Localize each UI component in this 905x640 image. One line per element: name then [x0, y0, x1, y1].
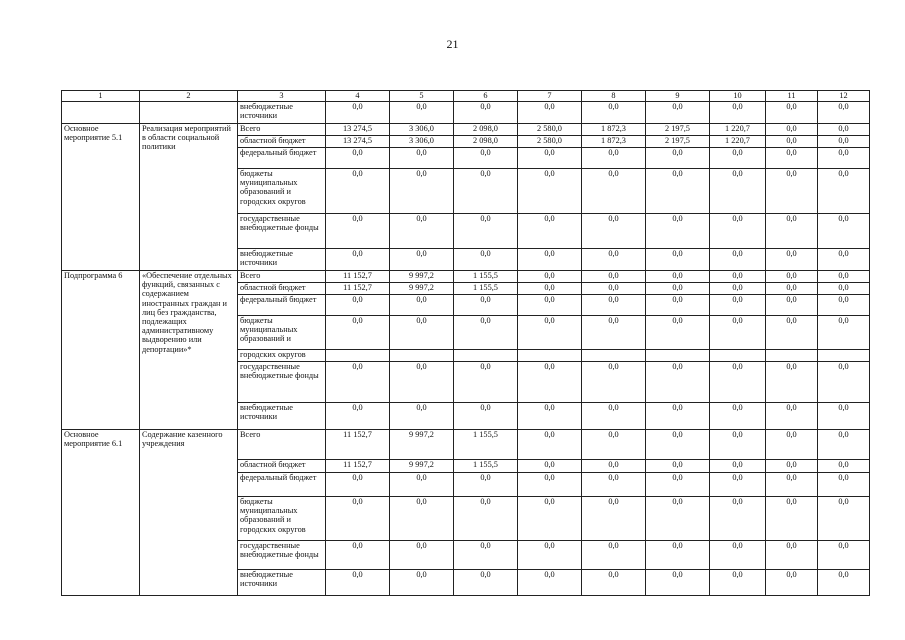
- value-cell: 0,0: [582, 214, 646, 249]
- value-cell: 0,0: [582, 497, 646, 541]
- value-cell: 0,0: [454, 473, 518, 497]
- value-cell: 0,0: [710, 570, 766, 596]
- funding-source-cell: государственные внебюджетные фонды: [238, 541, 326, 570]
- empty-cell: [140, 102, 238, 124]
- value-cell: 11 152,7: [326, 283, 390, 295]
- funding-source-cell: внебюджетные источники: [238, 403, 326, 430]
- funding-source-cell: государственные внебюджетные фонды: [238, 214, 326, 249]
- value-cell: 0,0: [766, 403, 818, 430]
- value-cell: 0,0: [454, 362, 518, 403]
- value-cell: 0,0: [766, 430, 818, 460]
- value-cell: 0,0: [390, 497, 454, 541]
- empty-cell: [62, 102, 140, 124]
- value-cell: 0,0: [518, 283, 582, 295]
- funding-source-cell: областной бюджет: [238, 136, 326, 148]
- value-cell: 0,0: [454, 295, 518, 316]
- column-header: 10: [710, 91, 766, 102]
- funding-source-cell: областной бюджет: [238, 283, 326, 295]
- value-cell: 0,0: [818, 271, 870, 283]
- value-cell: 0,0: [646, 541, 710, 570]
- column-header: 11: [766, 91, 818, 102]
- value-cell: 0,0: [518, 460, 582, 473]
- value-cell: 0,0: [390, 249, 454, 271]
- table-row: [62, 430, 870, 460]
- value-cell: 0,0: [710, 283, 766, 295]
- value-cell: 13 274,5: [326, 124, 390, 136]
- value-cell: 0,0: [710, 214, 766, 249]
- value-cell: 0,0: [582, 271, 646, 283]
- value-cell: 0,0: [326, 214, 390, 249]
- value-cell: [390, 350, 454, 362]
- value-cell: 1 155,5: [454, 271, 518, 283]
- value-cell: 0,0: [818, 570, 870, 596]
- value-cell: 0,0: [646, 473, 710, 497]
- funding-source-cell: Всего: [238, 430, 326, 460]
- funding-source-cell: бюджеты муниципальных образований и городских округов: [238, 497, 326, 541]
- value-cell: 0,0: [518, 295, 582, 316]
- value-cell: 0,0: [818, 295, 870, 316]
- value-cell: 0,0: [818, 473, 870, 497]
- funding-source-cell: внебюджетные источники: [238, 570, 326, 596]
- value-cell: 0,0: [766, 473, 818, 497]
- value-cell: 0,0: [710, 295, 766, 316]
- value-cell: 0,0: [582, 102, 646, 124]
- value-cell: 0,0: [710, 460, 766, 473]
- value-cell: 0,0: [646, 169, 710, 214]
- funding-source-cell: Всего: [238, 271, 326, 283]
- value-cell: 0,0: [766, 169, 818, 214]
- value-cell: 0,0: [454, 316, 518, 350]
- value-cell: 0,0: [646, 316, 710, 350]
- value-cell: 0,0: [646, 460, 710, 473]
- value-cell: 0,0: [710, 102, 766, 124]
- value-cell: 0,0: [646, 214, 710, 249]
- value-cell: 0,0: [710, 473, 766, 497]
- value-cell: 0,0: [582, 169, 646, 214]
- value-cell: 0,0: [390, 102, 454, 124]
- value-cell: 0,0: [518, 316, 582, 350]
- value-cell: 0,0: [518, 430, 582, 460]
- value-cell: 0,0: [326, 102, 390, 124]
- value-cell: 0,0: [518, 497, 582, 541]
- value-cell: [518, 350, 582, 362]
- value-cell: [818, 350, 870, 362]
- value-cell: 0,0: [454, 249, 518, 271]
- value-cell: 1 220,7: [710, 136, 766, 148]
- program-name-cell: Основное мероприятие 6.1: [62, 430, 140, 596]
- value-cell: 2 197,5: [646, 136, 710, 148]
- value-cell: 0,0: [390, 473, 454, 497]
- value-cell: 1 155,5: [454, 460, 518, 473]
- value-cell: 1 155,5: [454, 283, 518, 295]
- column-header: 2: [140, 91, 238, 102]
- funding-source-cell: внебюджетные источники: [238, 102, 326, 124]
- column-header: 6: [454, 91, 518, 102]
- column-header: 1: [62, 91, 140, 102]
- value-cell: 1 872,3: [582, 124, 646, 136]
- funding-source-cell: внебюджетные источники: [238, 249, 326, 271]
- value-cell: 0,0: [646, 283, 710, 295]
- column-header: 8: [582, 91, 646, 102]
- value-cell: 0,0: [818, 497, 870, 541]
- value-cell: 0,0: [766, 102, 818, 124]
- value-cell: 0,0: [646, 148, 710, 169]
- value-cell: 0,0: [582, 283, 646, 295]
- table-row: [62, 102, 870, 124]
- value-cell: 0,0: [390, 148, 454, 169]
- value-cell: 0,0: [582, 249, 646, 271]
- value-cell: 0,0: [390, 295, 454, 316]
- column-header: 3: [238, 91, 326, 102]
- value-cell: 0,0: [646, 430, 710, 460]
- value-cell: 0,0: [766, 362, 818, 403]
- value-cell: 2 580,0: [518, 136, 582, 148]
- value-cell: 0,0: [518, 214, 582, 249]
- value-cell: 0,0: [766, 460, 818, 473]
- value-cell: 0,0: [766, 295, 818, 316]
- value-cell: 0,0: [710, 497, 766, 541]
- value-cell: 0,0: [646, 271, 710, 283]
- value-cell: 0,0: [390, 214, 454, 249]
- value-cell: 3 306,0: [390, 136, 454, 148]
- value-cell: 0,0: [390, 316, 454, 350]
- funding-source-cell: бюджеты муниципальных образований и городских округов: [238, 169, 326, 214]
- value-cell: 2 197,5: [646, 124, 710, 136]
- funding-source-cell: федеральный бюджет: [238, 148, 326, 169]
- value-cell: 0,0: [454, 102, 518, 124]
- value-cell: 0,0: [390, 541, 454, 570]
- table-body: [62, 91, 870, 596]
- value-cell: 0,0: [646, 570, 710, 596]
- value-cell: 0,0: [766, 214, 818, 249]
- value-cell: 0,0: [326, 362, 390, 403]
- value-cell: 0,0: [582, 362, 646, 403]
- column-header: 7: [518, 91, 582, 102]
- value-cell: 0,0: [326, 295, 390, 316]
- value-cell: 0,0: [518, 148, 582, 169]
- value-cell: 0,0: [518, 403, 582, 430]
- value-cell: 0,0: [326, 403, 390, 430]
- value-cell: 3 306,0: [390, 124, 454, 136]
- value-cell: 0,0: [818, 148, 870, 169]
- value-cell: 0,0: [454, 214, 518, 249]
- value-cell: 0,0: [818, 124, 870, 136]
- program-name-cell: Основное мероприятие 5.1: [62, 124, 140, 271]
- budget-table: [61, 90, 870, 596]
- funding-source-cell: Всего: [238, 124, 326, 136]
- value-cell: 0,0: [454, 570, 518, 596]
- value-cell: 0,0: [582, 473, 646, 497]
- funding-source-cell: федеральный бюджет: [238, 473, 326, 497]
- value-cell: 2 098,0: [454, 124, 518, 136]
- value-cell: 0,0: [646, 249, 710, 271]
- value-cell: 0,0: [326, 169, 390, 214]
- value-cell: 0,0: [454, 497, 518, 541]
- funding-source-cell: бюджеты муниципальных образований и: [238, 316, 326, 350]
- value-cell: 0,0: [766, 541, 818, 570]
- value-cell: [646, 350, 710, 362]
- value-cell: 0,0: [454, 403, 518, 430]
- value-cell: 0,0: [766, 271, 818, 283]
- value-cell: 0,0: [326, 249, 390, 271]
- value-cell: 0,0: [454, 169, 518, 214]
- program-name-cell: Подпрограмма 6: [62, 271, 140, 430]
- value-cell: 0,0: [646, 362, 710, 403]
- value-cell: 0,0: [326, 473, 390, 497]
- value-cell: 0,0: [818, 214, 870, 249]
- value-cell: 0,0: [326, 316, 390, 350]
- value-cell: 0,0: [518, 362, 582, 403]
- value-cell: 0,0: [518, 249, 582, 271]
- value-cell: 0,0: [326, 148, 390, 169]
- value-cell: 0,0: [518, 169, 582, 214]
- value-cell: [766, 350, 818, 362]
- program-description-cell: Содержание казенного учреждения: [140, 430, 238, 596]
- value-cell: 0,0: [766, 249, 818, 271]
- value-cell: 0,0: [766, 570, 818, 596]
- value-cell: 1 220,7: [710, 124, 766, 136]
- value-cell: [454, 350, 518, 362]
- value-cell: 0,0: [518, 570, 582, 596]
- value-cell: 2 098,0: [454, 136, 518, 148]
- value-cell: 0,0: [582, 148, 646, 169]
- header-row: [62, 91, 870, 102]
- value-cell: 0,0: [582, 570, 646, 596]
- value-cell: 0,0: [710, 148, 766, 169]
- page-number: 21: [446, 37, 459, 51]
- program-description-cell: «Обеспечение отдельных функций, связанных с содержанием иностранных граждан и лиц без гражданства, подлежащих административному выдворению или депортации»*: [140, 271, 238, 430]
- value-cell: 9 997,2: [390, 460, 454, 473]
- funding-source-cell: федеральный бюджет: [238, 295, 326, 316]
- value-cell: 0,0: [390, 362, 454, 403]
- value-cell: 9 997,2: [390, 271, 454, 283]
- value-cell: 0,0: [454, 541, 518, 570]
- value-cell: 0,0: [326, 570, 390, 596]
- value-cell: [326, 350, 390, 362]
- value-cell: 0,0: [766, 316, 818, 350]
- value-cell: 0,0: [766, 124, 818, 136]
- funding-source-cell: государственные внебюджетные фонды: [238, 362, 326, 403]
- value-cell: 0,0: [582, 316, 646, 350]
- funding-source-cell: городских округов: [238, 350, 326, 362]
- column-header: 5: [390, 91, 454, 102]
- value-cell: 0,0: [818, 316, 870, 350]
- value-cell: 11 152,7: [326, 271, 390, 283]
- value-cell: 0,0: [518, 271, 582, 283]
- value-cell: 0,0: [582, 295, 646, 316]
- value-cell: 0,0: [710, 169, 766, 214]
- value-cell: 0,0: [646, 295, 710, 316]
- value-cell: 0,0: [390, 169, 454, 214]
- value-cell: 0,0: [710, 271, 766, 283]
- value-cell: 0,0: [818, 102, 870, 124]
- value-cell: 0,0: [646, 497, 710, 541]
- value-cell: 0,0: [766, 283, 818, 295]
- value-cell: 0,0: [710, 403, 766, 430]
- value-cell: 0,0: [710, 541, 766, 570]
- value-cell: 0,0: [646, 403, 710, 430]
- value-cell: 0,0: [818, 403, 870, 430]
- value-cell: 0,0: [390, 403, 454, 430]
- value-cell: 0,0: [710, 362, 766, 403]
- value-cell: 9 997,2: [390, 430, 454, 460]
- value-cell: 0,0: [818, 283, 870, 295]
- value-cell: 0,0: [818, 460, 870, 473]
- value-cell: 1 872,3: [582, 136, 646, 148]
- value-cell: 0,0: [646, 102, 710, 124]
- value-cell: 0,0: [582, 403, 646, 430]
- funding-source-cell: областной бюджет: [238, 460, 326, 473]
- table-row: [62, 271, 870, 283]
- value-cell: 0,0: [390, 570, 454, 596]
- value-cell: 1 155,5: [454, 430, 518, 460]
- value-cell: 0,0: [766, 497, 818, 541]
- value-cell: 0,0: [454, 148, 518, 169]
- value-cell: 0,0: [326, 497, 390, 541]
- value-cell: 0,0: [518, 102, 582, 124]
- column-header: 4: [326, 91, 390, 102]
- table-row: [62, 124, 870, 136]
- value-cell: 0,0: [710, 430, 766, 460]
- value-cell: 0,0: [582, 460, 646, 473]
- value-cell: 0,0: [818, 362, 870, 403]
- value-cell: 2 580,0: [518, 124, 582, 136]
- value-cell: 0,0: [326, 541, 390, 570]
- column-header: 12: [818, 91, 870, 102]
- value-cell: [710, 350, 766, 362]
- column-header: 9: [646, 91, 710, 102]
- value-cell: 11 152,7: [326, 460, 390, 473]
- value-cell: 9 997,2: [390, 283, 454, 295]
- value-cell: 0,0: [518, 473, 582, 497]
- value-cell: 11 152,7: [326, 430, 390, 460]
- value-cell: [582, 350, 646, 362]
- value-cell: 0,0: [818, 136, 870, 148]
- value-cell: 0,0: [766, 136, 818, 148]
- value-cell: 0,0: [818, 430, 870, 460]
- value-cell: 0,0: [582, 430, 646, 460]
- value-cell: 0,0: [818, 249, 870, 271]
- value-cell: 0,0: [818, 169, 870, 214]
- value-cell: 0,0: [710, 249, 766, 271]
- program-description-cell: Реализация мероприятий в области социальной политики: [140, 124, 238, 271]
- value-cell: 0,0: [766, 148, 818, 169]
- value-cell: 0,0: [710, 316, 766, 350]
- value-cell: 0,0: [518, 541, 582, 570]
- value-cell: 0,0: [582, 541, 646, 570]
- value-cell: 13 274,5: [326, 136, 390, 148]
- value-cell: 0,0: [818, 541, 870, 570]
